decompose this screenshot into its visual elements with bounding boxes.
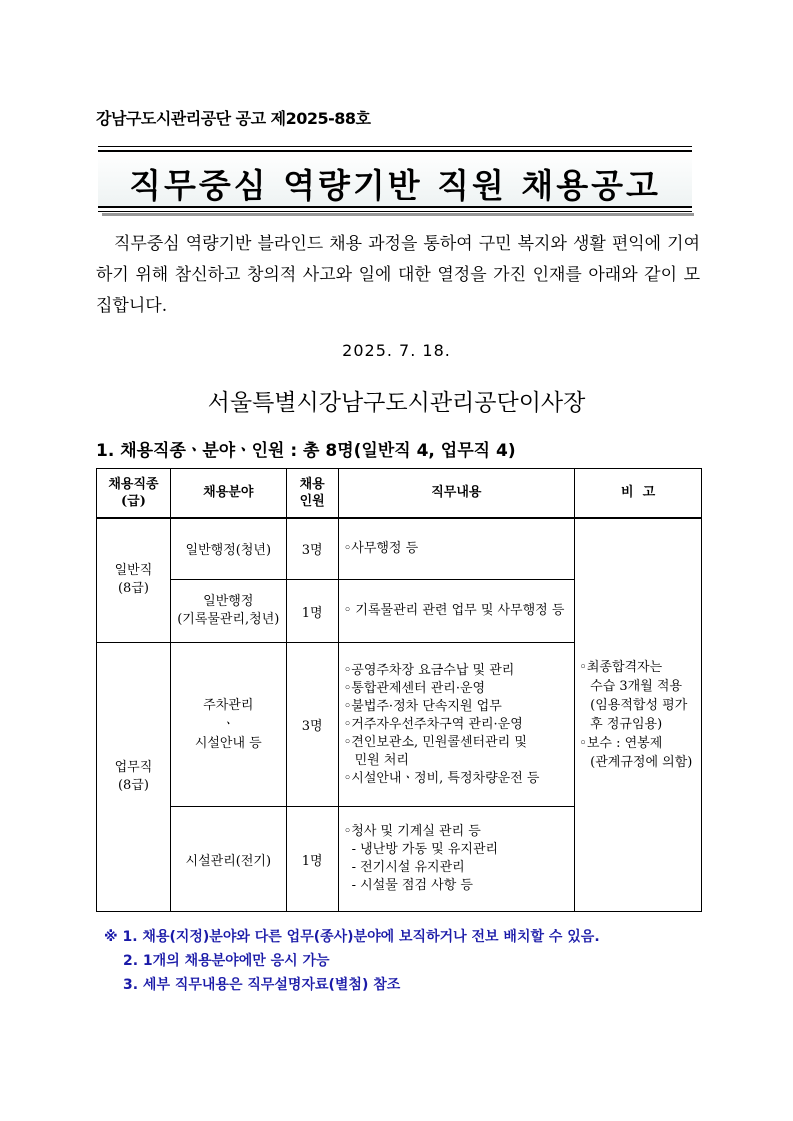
field-cell: 시설관리(전기) <box>170 807 286 912</box>
title-shadow <box>102 213 694 216</box>
count-cell: 3명 <box>286 643 338 807</box>
header-field: 채용분야 <box>170 469 286 518</box>
table-row <box>97 518 702 580</box>
count-cell: 1명 <box>286 580 338 643</box>
organization-name: 서울특별시강남구도시관리공단이사장 <box>207 390 586 416</box>
recruitment-table <box>96 468 702 912</box>
announcement-date: 2025. 7. 18. <box>342 341 451 360</box>
header-duties: 직무내용 <box>338 469 575 518</box>
table-header-row <box>97 469 702 518</box>
header-count: 채용 인원 <box>286 469 338 518</box>
section-1-title: 1. 채용직종ㆍ분야ㆍ인원 : 총 8명(일반직 4, 업무직 4) <box>96 441 516 461</box>
header-job-type: 채용직종 (급) <box>97 469 171 518</box>
duties-cell: ◦사무행정 등 <box>338 518 575 580</box>
count-cell: 3명 <box>286 518 338 580</box>
business-type-cell: 업무직 (8급) <box>97 643 171 912</box>
field-cell: 일반행정(청년) <box>170 518 286 580</box>
title-box <box>98 146 692 212</box>
duties-cell: ◦ 기록물관리 관련 업무 및 사무행정 등 <box>338 580 575 643</box>
count-cell: 1명 <box>286 807 338 912</box>
notice-number: 강남구도시관리공단 공고 제2025-88호 <box>96 109 371 128</box>
duties-cell: ◦청사 및 기계실 관리 등 - 냉난방 가동 및 유지관리 - 전기시설 유지관리 - 시설물 점검 사항 등 <box>338 807 575 912</box>
remarks-cell: ◦최종합격자는 수습 3개월 적용 (임용적합성 평가 후 정규임용) ◦보수 : 연봉제 (관계규정에 의함) <box>575 518 702 912</box>
field-cell: 주차관리 ㆍ 시설안내 등 <box>170 643 286 807</box>
general-type-cell: 일반직 (8급) <box>97 518 171 643</box>
footnote-3: 3. 세부 직무내용은 직무설명자료(별첨) 참조 <box>123 977 401 993</box>
page-title: 직무중심 역량기반 직원 채용공고 <box>129 166 661 205</box>
footnote-2: 2. 1개의 채용분야에만 응시 가능 <box>123 953 330 969</box>
footnote-1: ※ 1. 채용(지정)분야와 다른 업무(종사)분야에 보직하거나 전보 배치할 수 있음. <box>104 929 600 945</box>
intro-paragraph: 직무중심 역량기반 블라인드 채용 과정을 통하여 구민 복지와 생활 편익에 기여하기 위해 참신하고 창의적 사고와 일에 대한 열정을 가진 인재를 아래와 같이 모집합니다. <box>96 234 700 316</box>
footnotes <box>104 925 600 997</box>
field-cell: 일반행정 (기록물관리,청년) <box>170 580 286 643</box>
title-box-inner <box>98 150 692 208</box>
duties-cell: ◦공영주차장 요금수납 및 관리 ◦통합관제센터 관리·운영 ◦불법주·정차 단속지원 업무 ◦거주자우선주차구역 관리·운영 ◦견인보관소, 민원콜센터관리 및 민원 처리 ◦시설안내ㆍ정비, 특정차량운전 등 <box>338 643 575 807</box>
header-remarks: 비 고 <box>575 469 702 518</box>
